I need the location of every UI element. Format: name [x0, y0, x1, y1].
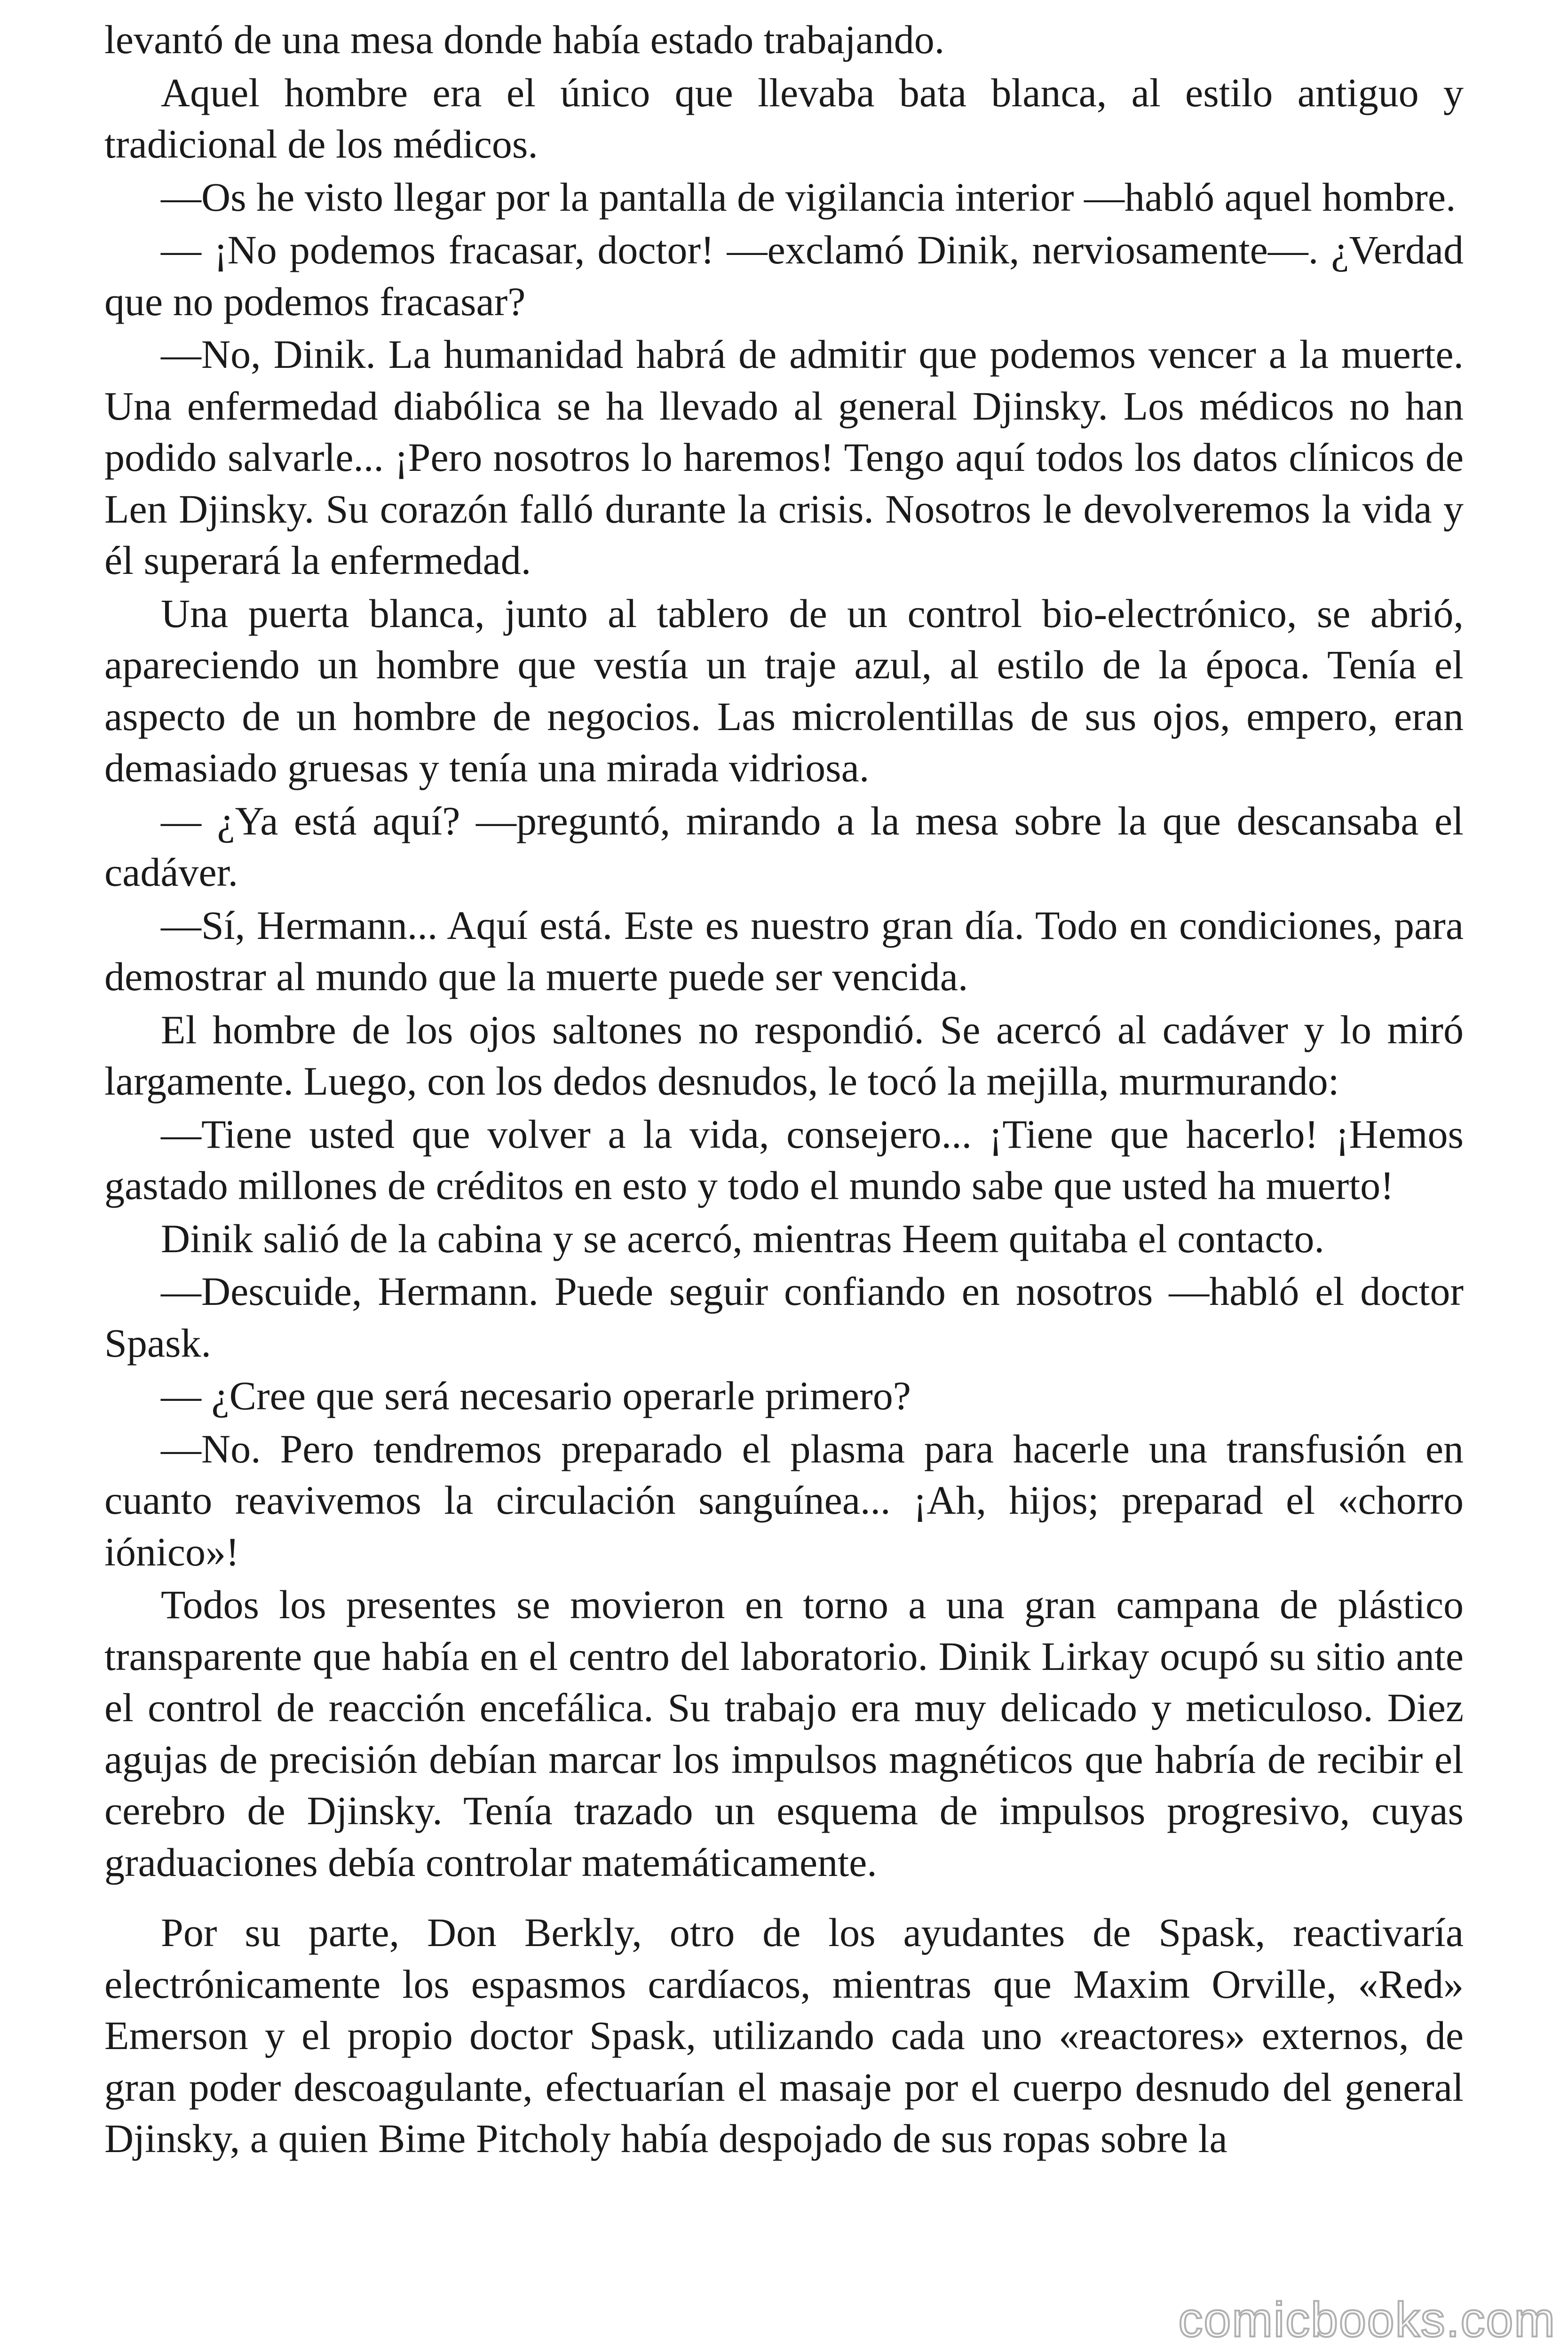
paragraph-1: levantó de una mesa donde había estado trabajando. — [104, 17, 945, 62]
paragraph-14: —No. Pero tendremos preparado el plasma para hacerle una transfusión en cuanto reavivemos la circulación sanguínea... ¡Ah, hijos; preparad el «chorro iónico»! — [104, 1426, 1464, 1574]
paragraph-15: Todos los presentes se movieron en torno a una gran campana de plástico transparente que había en el centro del laboratorio. Dinik Lirkay ocupó su sitio ante el control de reacción encefálica. Su trabajo era muy delicado y meticuloso. Diez agujas de precisión debían marcar los impulsos magnéticos que habría de recibir el cerebro de Djinsky. Tenía trazado un esquema de impulsos progresivo, cuyas graduaciones debía controlar matemáticamente. — [104, 1582, 1464, 1885]
paragraph-12: —Descuide, Hermann. Puede seguir confiando en nosotros —habló el doctor Spask. — [104, 1269, 1464, 1366]
paragraph-8: —Sí, Hermann... Aquí está. Este es nuestro gran día. Todo en condiciones, para demostrar al mundo que la muerte puede ser vencida. — [104, 902, 1464, 999]
paragraph-7: — ¿Ya está aquí? —preguntó, mirando a la mesa sobre la que descansaba el cadáver. — [104, 798, 1464, 895]
paragraph-3: —Os he visto llegar por la pantalla de vigilancia interior —habló aquel hombre. — [161, 174, 1456, 220]
page-body — [104, 14, 1464, 2165]
paragraph-10: —Tiene usted que volver a la vida, consejero... ¡Tiene que hacerlo! ¡Hemos gastado millones de créditos en esto y todo el mundo sabe que usted ha muerto! — [104, 1111, 1464, 1208]
paragraph-4: — ¡No podemos fracasar, doctor! —exclamó Dinik, nerviosamente—. ¿Verdad que no podemos fracasar? — [104, 227, 1464, 324]
paragraph-2: Aquel hombre era el único que llevaba bata blanca, al estilo antiguo y tradicional de los médicos. — [104, 70, 1464, 167]
watermark-logo: comicbooks.com — [1178, 2293, 1556, 2347]
paragraph-11: Dinik salió de la cabina y se acercó, mientras Heem quitaba el contacto. — [161, 1216, 1324, 1261]
paragraph-5: —No, Dinik. La humanidad habrá de admitir que podemos vencer a la muerte. Una enfermedad diabólica se ha llevado al general Djinsky. Los médicos no han podido salvarle... ¡Pero nosotros lo haremos! Tengo aquí todos los datos clínicos de Len Djinsky. Su corazón falló durante la crisis. Nosotros le devolveremos la vida y él superará la enfermedad. — [104, 332, 1464, 583]
paragraph-16: Por su parte, Don Berkly, otro de los ayudantes de Spask, reactivaría electrónicamente los espasmos cardíacos, mientras que Maxim Orville, «Red» Emerson y el propio doctor Spask, utilizando cada uno «reactores» externos, de gran poder descoagulante, efectuarían el masaje por el cuerpo desnudo del general Djinsky, a quien Bime Pitcholy había despojado de sus ropas sobre la — [104, 1910, 1464, 2161]
paragraph-9: El hombre de los ojos saltones no respondió. Se acercó al cadáver y lo miró largamente. Luego, con los dedos desnudos, le tocó la mejilla, murmurando: — [104, 1007, 1464, 1104]
paragraph-6: Una puerta blanca, junto al tablero de un control bio-electrónico, se abrió, apareciendo un hombre que vestía un traje azul, al estilo de la época. Tenía el aspecto de un hombre de negocios. Las microlentillas de sus ojos, empero, eran demasiado gruesas y tenía una mirada vidriosa. — [104, 590, 1464, 790]
paragraph-13: — ¿Cree que será necesario operarle primero? — [161, 1373, 911, 1418]
